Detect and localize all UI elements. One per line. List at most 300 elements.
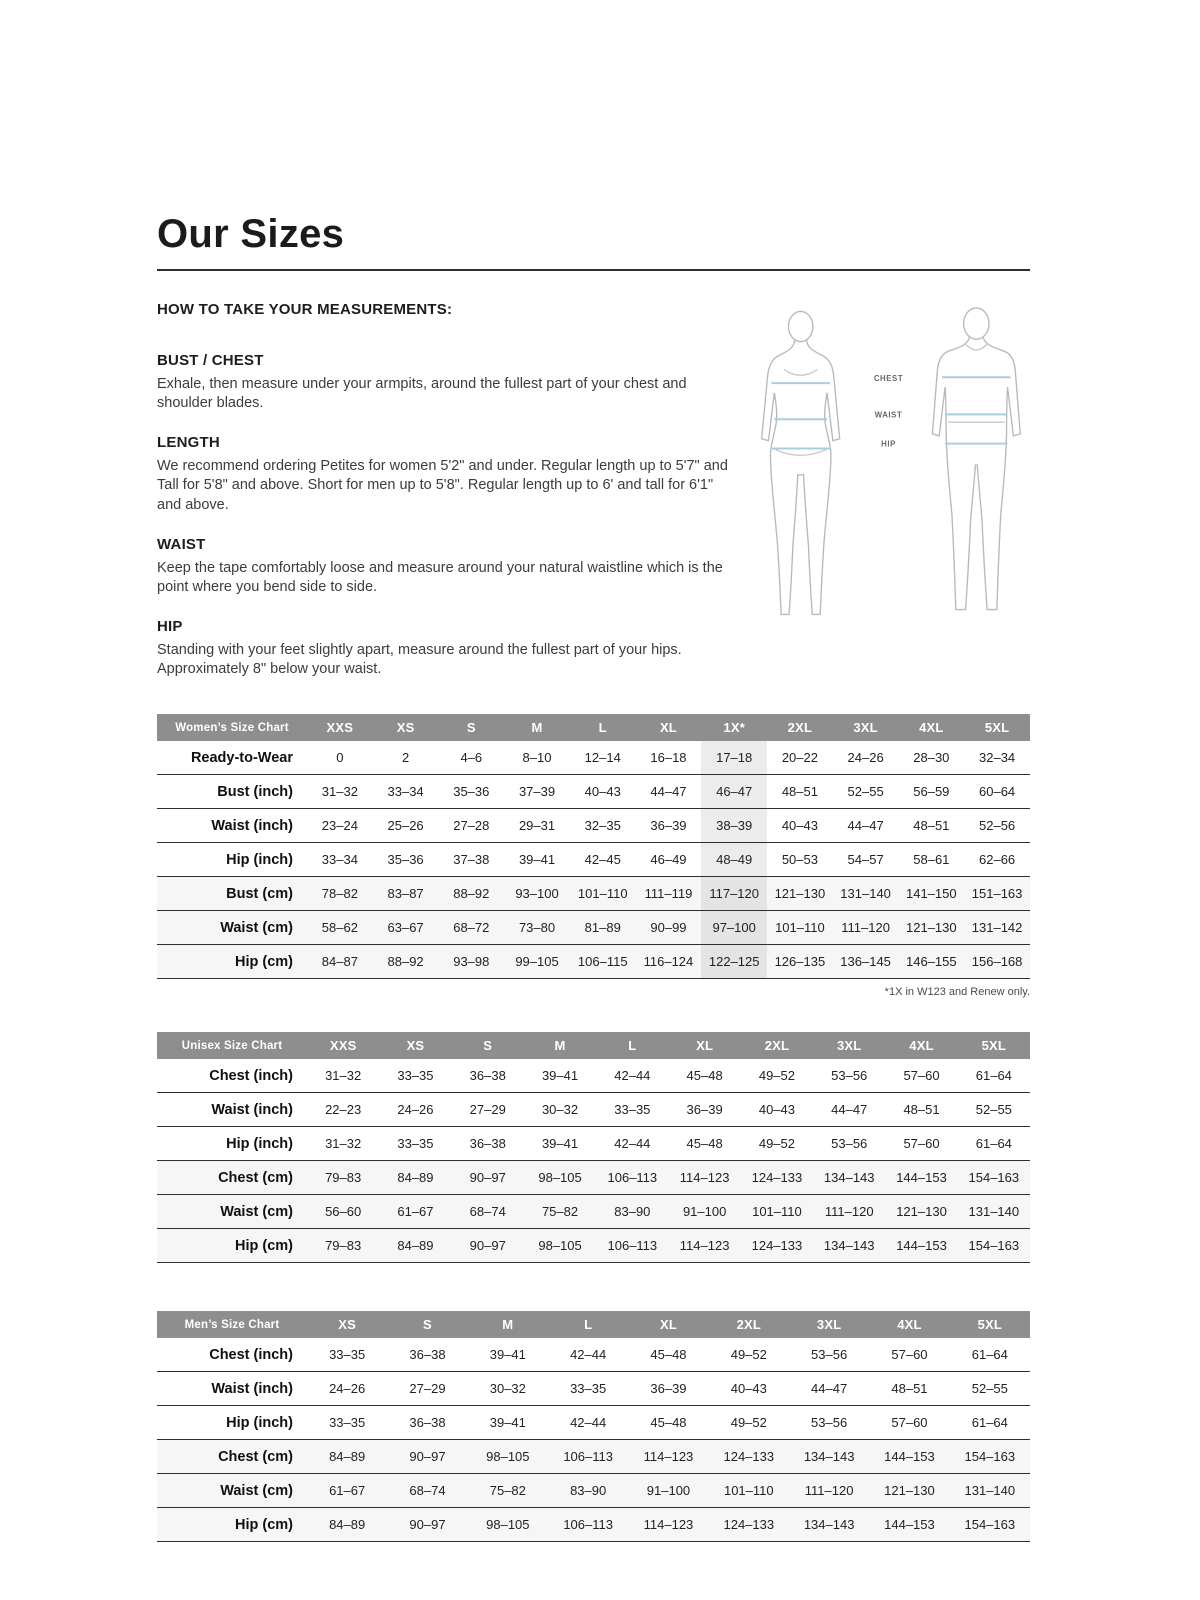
hip-label: HIP (881, 439, 896, 449)
size-value-cell: 28–30 (898, 741, 964, 775)
row-label: Hip (inch) (157, 843, 307, 877)
size-row (157, 1127, 1030, 1161)
size-value-cell: 22–23 (307, 1093, 379, 1127)
size-value-cell: 122–125 (701, 945, 767, 979)
size-value-cell: 36–39 (668, 1093, 740, 1127)
top-section (157, 301, 1030, 700)
size-value-cell: 57–60 (885, 1127, 957, 1161)
size-value-cell: 84–89 (307, 1440, 387, 1474)
size-value-cell: 111–120 (789, 1474, 869, 1508)
size-value-cell: 124–133 (709, 1440, 789, 1474)
unisex-size-table-container (157, 1032, 1030, 1263)
size-value-cell: 98–105 (524, 1229, 596, 1263)
male-neckline (966, 344, 987, 350)
size-column-header: 3XL (833, 714, 899, 741)
size-row (157, 1508, 1030, 1542)
size-row (157, 1372, 1030, 1406)
size-value-cell: 62–66 (964, 843, 1030, 877)
size-value-cell: 36–39 (636, 809, 702, 843)
row-label: Chest (cm) (157, 1440, 307, 1474)
row-label: Hip (inch) (157, 1406, 307, 1440)
size-value-cell: 12–14 (570, 741, 636, 775)
size-value-cell: 42–44 (596, 1127, 668, 1161)
section-title: LENGTH (157, 434, 220, 452)
size-value-cell: 101–110 (741, 1195, 813, 1229)
size-value-cell: 61–64 (958, 1059, 1030, 1093)
size-value-cell: 79–83 (307, 1161, 379, 1195)
womens-size-chart (157, 714, 1030, 998)
size-value-cell: 141–150 (898, 877, 964, 911)
size-value-cell: 144–153 (885, 1161, 957, 1195)
size-column-header: 5XL (958, 1032, 1030, 1059)
size-value-cell: 121–130 (885, 1195, 957, 1229)
size-value-cell: 114–123 (628, 1508, 708, 1542)
size-column-header: 4XL (869, 1311, 949, 1338)
size-value-cell: 42–44 (548, 1406, 628, 1440)
size-column-header: 3XL (789, 1311, 869, 1338)
size-value-cell: 33–34 (307, 843, 373, 877)
row-label: Chest (cm) (157, 1161, 307, 1195)
size-value-cell: 40–43 (709, 1372, 789, 1406)
row-label: Waist (inch) (157, 1093, 307, 1127)
size-column-header: XXS (307, 714, 373, 741)
size-value-cell: 134–143 (789, 1508, 869, 1542)
size-value-cell: 75–82 (524, 1195, 596, 1229)
size-value-cell: 90–97 (387, 1440, 467, 1474)
size-value-cell: 90–97 (387, 1508, 467, 1542)
instruction-section-bust-chest (157, 352, 729, 413)
size-column-header: 5XL (950, 1311, 1030, 1338)
size-row (157, 1093, 1030, 1127)
section-title: BUST / CHEST (157, 352, 264, 369)
size-value-cell: 27–28 (438, 809, 504, 843)
size-value-cell: 44–47 (636, 775, 702, 809)
size-column-header: 4XL (898, 714, 964, 741)
size-table (157, 714, 1030, 979)
size-value-cell: 30–32 (524, 1093, 596, 1127)
size-value-cell: 84–87 (307, 945, 373, 979)
size-value-cell: 131–140 (958, 1195, 1030, 1229)
size-value-cell: 4–6 (438, 741, 504, 775)
size-value-cell: 99–105 (504, 945, 570, 979)
size-value-cell: 101–110 (709, 1474, 789, 1508)
size-column-header: XL (636, 714, 702, 741)
size-value-cell: 93–98 (438, 945, 504, 979)
instruction-section-length (157, 434, 729, 514)
size-value-cell: 42–44 (596, 1059, 668, 1093)
size-column-header: XXS (307, 1032, 379, 1059)
row-label: Waist (inch) (157, 1372, 307, 1406)
size-row (157, 741, 1030, 775)
row-label: Hip (cm) (157, 1508, 307, 1542)
size-row (157, 1161, 1030, 1195)
size-value-cell: 154–163 (958, 1161, 1030, 1195)
instruction-section-waist (157, 536, 729, 597)
size-value-cell: 144–153 (885, 1229, 957, 1263)
page-title: Our Sizes (157, 212, 345, 256)
title-divider (157, 269, 1030, 271)
female-head (788, 311, 812, 341)
row-label: Chest (inch) (157, 1338, 307, 1372)
size-column-header: L (548, 1311, 628, 1338)
size-value-cell: 73–80 (504, 911, 570, 945)
size-value-cell: 39–41 (504, 843, 570, 877)
table-title: Men’s Size Chart (157, 1311, 307, 1338)
size-value-cell: 53–56 (789, 1338, 869, 1372)
size-value-cell: 84–89 (307, 1508, 387, 1542)
waist-label: WAIST (874, 410, 903, 420)
size-value-cell: 38–39 (701, 809, 767, 843)
size-table (157, 1311, 1030, 1542)
size-value-cell: 39–41 (468, 1406, 548, 1440)
size-column-header: XL (668, 1032, 740, 1059)
size-value-cell: 98–105 (468, 1508, 548, 1542)
size-value-cell: 121–130 (898, 911, 964, 945)
size-table-header-row (157, 714, 1030, 741)
row-label: Hip (inch) (157, 1127, 307, 1161)
size-value-cell: 156–168 (964, 945, 1030, 979)
size-value-cell: 49–52 (709, 1406, 789, 1440)
size-value-cell: 88–92 (373, 945, 439, 979)
size-value-cell: 144–153 (869, 1440, 949, 1474)
size-value-cell: 78–82 (307, 877, 373, 911)
size-value-cell: 45–48 (668, 1127, 740, 1161)
size-column-header: S (387, 1311, 467, 1338)
size-value-cell: 42–44 (548, 1338, 628, 1372)
size-column-header: M (524, 1032, 596, 1059)
size-value-cell: 48–51 (898, 809, 964, 843)
size-value-cell: 106–113 (548, 1440, 628, 1474)
size-value-cell: 98–105 (468, 1440, 548, 1474)
mens-size-table-container (157, 1311, 1030, 1542)
size-value-cell: 131–142 (964, 911, 1030, 945)
size-value-cell: 144–153 (869, 1508, 949, 1542)
size-column-header: 5XL (964, 714, 1030, 741)
size-value-cell: 116–124 (636, 945, 702, 979)
size-value-cell: 136–145 (833, 945, 899, 979)
size-value-cell: 45–48 (628, 1338, 708, 1372)
size-value-cell: 23–24 (307, 809, 373, 843)
size-value-cell: 8–10 (504, 741, 570, 775)
size-value-cell: 111–120 (833, 911, 899, 945)
size-value-cell: 60–64 (964, 775, 1030, 809)
size-column-header: M (504, 714, 570, 741)
size-value-cell: 54–57 (833, 843, 899, 877)
size-value-cell: 16–18 (636, 741, 702, 775)
size-column-header: XL (628, 1311, 708, 1338)
size-value-cell: 27–29 (452, 1093, 524, 1127)
size-value-cell: 52–55 (833, 775, 899, 809)
size-value-cell: 124–133 (709, 1508, 789, 1542)
size-value-cell: 75–82 (468, 1474, 548, 1508)
size-value-cell: 134–143 (789, 1440, 869, 1474)
size-value-cell: 46–49 (636, 843, 702, 877)
size-value-cell: 37–38 (438, 843, 504, 877)
size-value-cell: 44–47 (833, 809, 899, 843)
section-body: Exhale, then measure under your armpits, around the fullest part of your chest and shoulder blades. (157, 376, 687, 412)
female-brief-line (775, 449, 826, 455)
size-column-header: XS (307, 1311, 387, 1338)
size-value-cell: 121–130 (869, 1474, 949, 1508)
size-value-cell: 63–67 (373, 911, 439, 945)
size-value-cell: 48–51 (869, 1372, 949, 1406)
unisex-size-chart (157, 1032, 1030, 1263)
size-value-cell: 131–140 (833, 877, 899, 911)
size-column-header: 4XL (885, 1032, 957, 1059)
row-label: Bust (cm) (157, 877, 307, 911)
size-row (157, 1338, 1030, 1372)
female-top-line (784, 369, 817, 375)
row-label: Ready-to-Wear (157, 741, 307, 775)
size-value-cell: 40–43 (741, 1093, 813, 1127)
size-row (157, 1059, 1030, 1093)
size-value-cell: 17–18 (701, 741, 767, 775)
size-value-cell: 114–123 (668, 1161, 740, 1195)
size-row (157, 1440, 1030, 1474)
size-value-cell: 121–130 (767, 877, 833, 911)
female-body-outline (762, 340, 840, 614)
size-value-cell: 83–90 (548, 1474, 628, 1508)
size-value-cell: 45–48 (628, 1406, 708, 1440)
size-value-cell: 124–133 (741, 1229, 813, 1263)
size-value-cell: 154–163 (958, 1229, 1030, 1263)
size-row (157, 911, 1030, 945)
size-value-cell: 114–123 (628, 1440, 708, 1474)
size-value-cell: 57–60 (869, 1406, 949, 1440)
size-table-header-row (157, 1311, 1030, 1338)
size-column-header: 3XL (813, 1032, 885, 1059)
size-value-cell: 134–143 (813, 1229, 885, 1263)
size-value-cell: 40–43 (570, 775, 636, 809)
female-figure (762, 311, 840, 614)
size-value-cell: 134–143 (813, 1161, 885, 1195)
size-value-cell: 56–60 (307, 1195, 379, 1229)
size-value-cell: 33–35 (379, 1127, 451, 1161)
size-value-cell: 24–26 (307, 1372, 387, 1406)
size-value-cell: 29–31 (504, 809, 570, 843)
size-value-cell: 57–60 (885, 1059, 957, 1093)
size-value-cell: 24–26 (833, 741, 899, 775)
size-value-cell: 58–61 (898, 843, 964, 877)
size-value-cell: 36–38 (452, 1127, 524, 1161)
section-body: We recommend ordering Petites for women 5'2" and under. Regular length up to 5'7" and Tall for 5'8" and above. Short for men up to 5'8". Regular length up to 6' and tall for 6'1" and above. (157, 458, 728, 513)
size-value-cell: 35–36 (373, 843, 439, 877)
size-value-cell: 52–55 (958, 1093, 1030, 1127)
section-title: WAIST (157, 535, 206, 553)
size-value-cell: 42–45 (570, 843, 636, 877)
size-table (157, 1032, 1030, 1263)
size-value-cell: 58–62 (307, 911, 373, 945)
size-value-cell: 36–38 (452, 1059, 524, 1093)
size-column-header: 2XL (767, 714, 833, 741)
size-value-cell: 111–120 (813, 1195, 885, 1229)
size-column-header: XS (379, 1032, 451, 1059)
size-column-header: M (468, 1311, 548, 1338)
size-value-cell: 68–72 (438, 911, 504, 945)
size-row (157, 775, 1030, 809)
size-value-cell: 33–35 (379, 1059, 451, 1093)
size-value-cell: 37–39 (504, 775, 570, 809)
size-row (157, 1474, 1030, 1508)
size-value-cell: 31–32 (307, 775, 373, 809)
size-value-cell: 39–41 (468, 1338, 548, 1372)
size-value-cell: 40–43 (767, 809, 833, 843)
size-value-cell: 154–163 (950, 1440, 1030, 1474)
mens-size-chart (157, 1311, 1030, 1542)
measurement-figures (747, 301, 1030, 700)
section-title: HIP (157, 617, 183, 635)
size-value-cell: 106–113 (596, 1229, 668, 1263)
size-value-cell: 61–64 (950, 1338, 1030, 1372)
size-value-cell: 53–56 (813, 1127, 885, 1161)
size-value-cell: 91–100 (628, 1474, 708, 1508)
size-value-cell: 33–35 (596, 1093, 668, 1127)
size-value-cell: 61–67 (379, 1195, 451, 1229)
size-value-cell: 20–22 (767, 741, 833, 775)
size-value-cell: 81–89 (570, 911, 636, 945)
row-label: Hip (cm) (157, 1229, 307, 1263)
size-value-cell: 24–26 (379, 1093, 451, 1127)
size-value-cell: 45–48 (668, 1059, 740, 1093)
size-value-cell: 36–38 (387, 1406, 467, 1440)
size-value-cell: 90–99 (636, 911, 702, 945)
size-value-cell: 88–92 (438, 877, 504, 911)
size-value-cell: 27–29 (387, 1372, 467, 1406)
size-value-cell: 33–35 (307, 1406, 387, 1440)
size-value-cell: 106–115 (570, 945, 636, 979)
size-column-header: 2XL (741, 1032, 813, 1059)
size-value-cell: 49–52 (709, 1338, 789, 1372)
instructions-heading: HOW TO TAKE YOUR MEASUREMENTS: (157, 301, 453, 318)
row-label: Waist (cm) (157, 911, 307, 945)
size-value-cell: 25–26 (373, 809, 439, 843)
size-value-cell: 91–100 (668, 1195, 740, 1229)
row-label: Waist (inch) (157, 809, 307, 843)
size-value-cell: 106–113 (548, 1508, 628, 1542)
size-value-cell: 61–67 (307, 1474, 387, 1508)
male-head (964, 308, 989, 339)
body-measurement-diagram (747, 301, 1030, 638)
instruction-section-hip (157, 618, 729, 679)
size-value-cell: 84–89 (379, 1229, 451, 1263)
size-value-cell: 79–83 (307, 1229, 379, 1263)
size-value-cell: 53–56 (789, 1406, 869, 1440)
size-value-cell: 68–74 (452, 1195, 524, 1229)
size-column-header: 2XL (709, 1311, 789, 1338)
size-value-cell: 106–113 (596, 1161, 668, 1195)
size-column-header: S (452, 1032, 524, 1059)
size-value-cell: 126–135 (767, 945, 833, 979)
size-value-cell: 114–123 (668, 1229, 740, 1263)
size-value-cell: 44–47 (813, 1093, 885, 1127)
size-row (157, 877, 1030, 911)
size-column-header: L (596, 1032, 668, 1059)
size-value-cell: 36–38 (387, 1338, 467, 1372)
row-label: Waist (cm) (157, 1474, 307, 1508)
size-value-cell: 83–87 (373, 877, 439, 911)
size-value-cell: 32–34 (964, 741, 1030, 775)
size-row (157, 1229, 1030, 1263)
size-value-cell: 32–35 (570, 809, 636, 843)
size-value-cell: 33–35 (307, 1338, 387, 1372)
size-value-cell: 131–140 (950, 1474, 1030, 1508)
size-value-cell: 101–110 (767, 911, 833, 945)
size-value-cell: 83–90 (596, 1195, 668, 1229)
row-label: Chest (inch) (157, 1059, 307, 1093)
size-value-cell: 61–64 (958, 1127, 1030, 1161)
size-value-cell: 39–41 (524, 1059, 596, 1093)
size-column-header: L (570, 714, 636, 741)
size-value-cell: 49–52 (741, 1127, 813, 1161)
size-value-cell: 57–60 (869, 1338, 949, 1372)
size-column-header: S (438, 714, 504, 741)
size-value-cell: 90–97 (452, 1229, 524, 1263)
size-row (157, 843, 1030, 877)
size-value-cell: 39–41 (524, 1127, 596, 1161)
size-table-header-row (157, 1032, 1030, 1059)
size-value-cell: 30–32 (468, 1372, 548, 1406)
size-value-cell: 49–52 (741, 1059, 813, 1093)
size-value-cell: 2 (373, 741, 439, 775)
table-footnote: *1X in W123 and Renew only. (884, 986, 1030, 999)
size-value-cell: 101–110 (570, 877, 636, 911)
size-value-cell: 84–89 (379, 1161, 451, 1195)
size-value-cell: 111–119 (636, 877, 702, 911)
size-value-cell: 97–100 (701, 911, 767, 945)
size-value-cell: 151–163 (964, 877, 1030, 911)
size-value-cell: 50–53 (767, 843, 833, 877)
size-value-cell: 154–163 (950, 1508, 1030, 1542)
size-value-cell: 46–47 (701, 775, 767, 809)
section-body: Keep the tape comfortably loose and measure around your natural waistline which is the point where you bend side to side. (157, 559, 723, 595)
size-value-cell: 56–59 (898, 775, 964, 809)
size-row (157, 1195, 1030, 1229)
size-value-cell: 44–47 (789, 1372, 869, 1406)
size-value-cell: 124–133 (741, 1161, 813, 1195)
size-value-cell: 48–51 (767, 775, 833, 809)
chest-label: CHEST (873, 374, 904, 384)
size-row (157, 945, 1030, 979)
size-value-cell: 90–97 (452, 1161, 524, 1195)
size-value-cell: 48–49 (701, 843, 767, 877)
size-value-cell: 31–32 (307, 1059, 379, 1093)
size-value-cell: 33–35 (548, 1372, 628, 1406)
size-value-cell: 35–36 (438, 775, 504, 809)
size-column-header: XS (373, 714, 439, 741)
size-value-cell: 98–105 (524, 1161, 596, 1195)
size-value-cell: 33–34 (373, 775, 439, 809)
size-value-cell: 61–64 (950, 1406, 1030, 1440)
size-value-cell: 93–100 (504, 877, 570, 911)
row-label: Waist (cm) (157, 1195, 307, 1229)
size-value-cell: 36–39 (628, 1372, 708, 1406)
size-value-cell: 53–56 (813, 1059, 885, 1093)
size-value-cell: 52–55 (950, 1372, 1030, 1406)
size-value-cell: 31–32 (307, 1127, 379, 1161)
row-label: Bust (inch) (157, 775, 307, 809)
size-value-cell: 146–155 (898, 945, 964, 979)
size-column-header: 1X* (701, 714, 767, 741)
size-value-cell: 68–74 (387, 1474, 467, 1508)
male-figure (932, 308, 1020, 610)
size-row (157, 1406, 1030, 1440)
size-value-cell: 52–56 (964, 809, 1030, 843)
row-label: Hip (cm) (157, 945, 307, 979)
womens-size-table-container (157, 714, 1030, 979)
table-title: Unisex Size Chart (157, 1032, 307, 1059)
measurement-instructions (157, 301, 729, 700)
section-body: Standing with your feet slightly apart, measure around the fullest part of your hips. Approximately 8" below your waist. (157, 641, 682, 677)
